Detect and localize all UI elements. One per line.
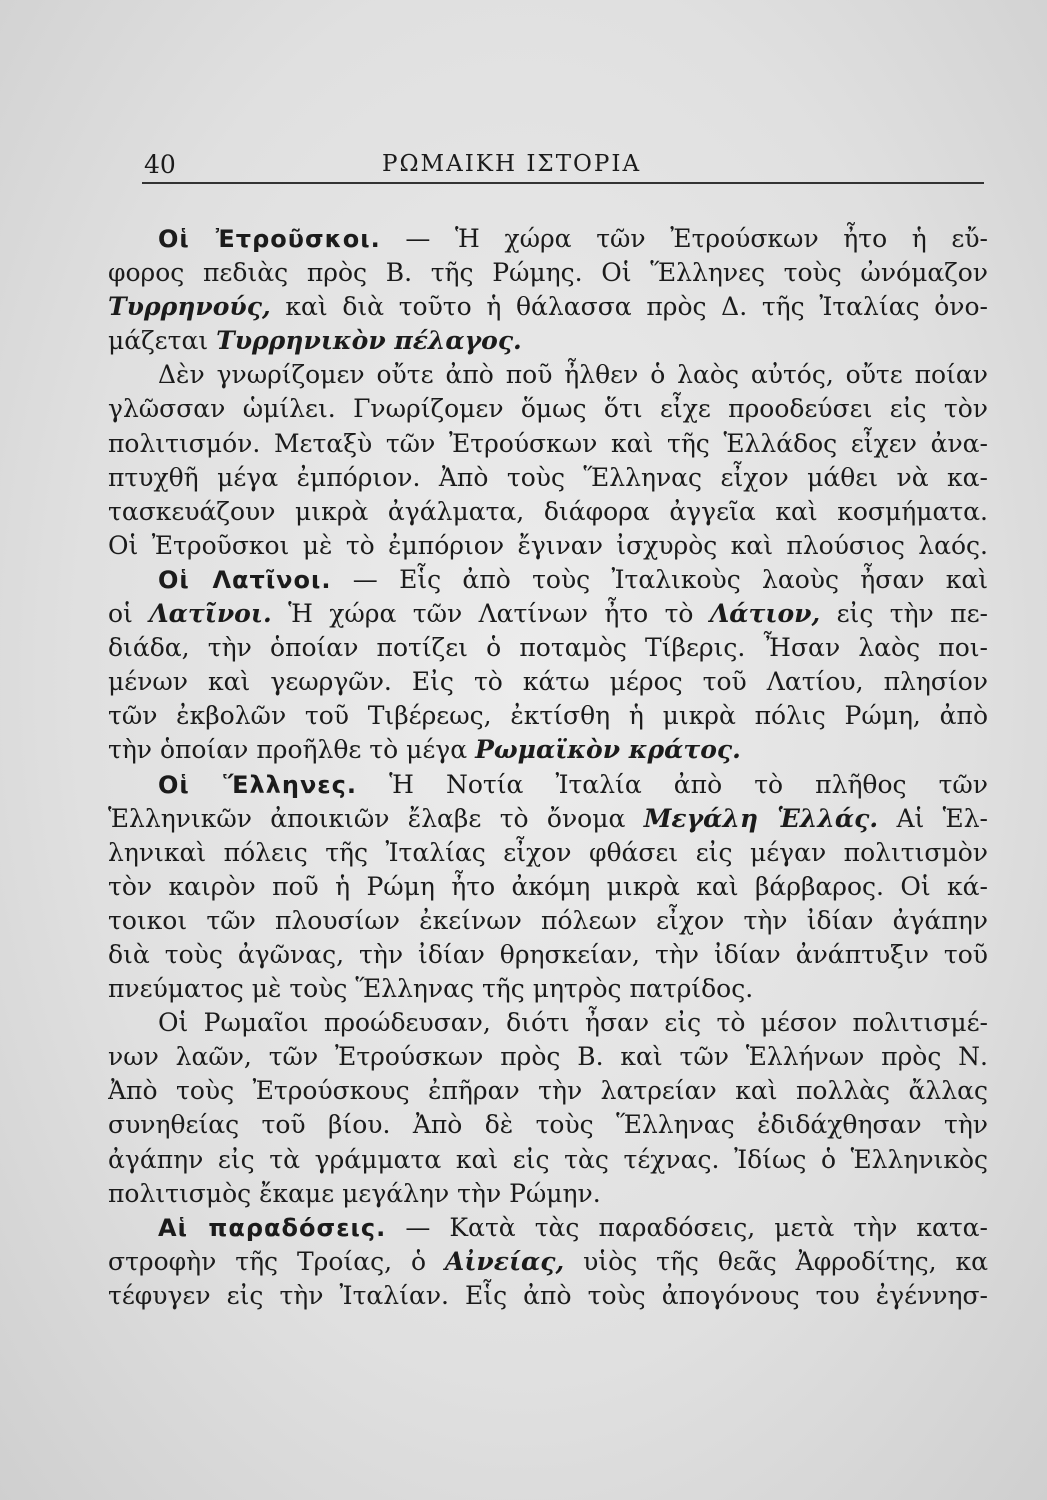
text-line: μένων καὶ γεωργῶν. Εἰς τὸ κάτω μέρος τοῦ Λατίου, πλησίον (108, 667, 988, 697)
text-line: πολιτισμὸς ἔκαμε μεγάλην τὴν Ρώμην. (108, 1178, 601, 1208)
emphasis-aeneas: Αἰνείας, (444, 1246, 565, 1276)
page-number: 40 (144, 150, 176, 179)
text-line: πνεύματος μὲ τοὺς Ἕλληνας τῆς μητρὸς πατρίδος. (108, 974, 754, 1004)
emphasis-magna-graecia: Μεγάλη Ἑλλάς. (643, 803, 879, 833)
emphasis-tyrrhenian-sea: Τυρρηνικὸν πέλαγος. (216, 326, 522, 356)
text-line: τέφυγεν εἰς τὴν Ἰταλίαν. Εἷς ἀπὸ τοὺς ἀπογόνους του ἐγέννησ- (108, 1280, 988, 1310)
emphasis-latins: Λατῖνοι. (149, 599, 272, 629)
text-line: τὸν καιρὸν ποῦ ἡ Ρώμη ἦτο ἀκόμη μικρὰ καὶ βάρβαρος. Οἱ κά- (108, 871, 988, 901)
text-line: στροφὴν τῆς Τροίας, ὁ Αἰνείας, υἱὸς τῆς θεᾶς Ἀφροδίτης, κα (108, 1246, 988, 1276)
section-heading-latins: Οἱ Λατῖνοι. (158, 565, 332, 594)
text-line: πολιτισμόν. Μεταξὺ τῶν Ἐτρούσκων καὶ τῆς Ἑλλάδος εἶχεν ἀνα- (108, 428, 988, 458)
text-line: τοικοι τῶν πλουσίων ἐκείνων πόλεων εἶχον τὴν ἰδίαν ἀγάπην (108, 905, 988, 935)
emphasis-latium: Λάτιον, (709, 599, 821, 629)
section-heading-greeks: Οἱ Ἕλληνες. (158, 770, 357, 799)
text-line: διάδα, τὴν ὁποίαν ποτίζει ὁ ποταμὸς Τίβερις. Ἦσαν λαὸς ποι- (108, 633, 988, 663)
text-line: πτυχθῆ μέγα ἐμπόριον. Ἀπὸ τοὺς Ἕλληνας εἶχον μάθει νὰ κα- (108, 462, 988, 492)
emphasis-roman-state: Ρωμαϊκὸν κράτος. (475, 735, 741, 765)
page-header (142, 148, 984, 184)
body-text (108, 222, 988, 1313)
text-line: Οἱ Λατῖνοι. — Εἷς ἀπὸ τοὺς Ἰταλικοὺς λαοὺς ἦσαν καὶ (158, 564, 988, 594)
text-line: Οἱ Ἐτροῦσκοι. — Ἡ χώρα τῶν Ἐτρούσκων ἦτο ἡ εὔ- (158, 224, 988, 253)
section-heading-traditions: Αἱ παραδόσεις. (158, 1213, 387, 1242)
text-line: ληνικαὶ πόλεις τῆς Ἰταλίας εἶχον φθάσει εἰς μέγαν πολιτισμὸν (108, 837, 988, 867)
text-line: τασκευάζουν μικρὰ ἀγάλματα, διάφορα ἀγγεῖα καὶ κοσμήματα. (108, 496, 988, 526)
text-line: τῶν ἐκβολῶν τοῦ Τιβέρεως, ἐκτίσθη ἡ μικρὰ πόλις Ρώμη, ἀπὸ (108, 701, 988, 731)
running-title: ΡΩΜΑΙΚΗ ΙΣΤΟΡΙΑ (382, 151, 642, 177)
text-line: Τυρρηνούς, καὶ διὰ τοῦτο ἡ θάλασσα πρὸς Δ. τῆς Ἰταλίας ὀνο- (108, 292, 988, 322)
text-line: τὴν ὁποίαν προῆλθε τὸ μέγα Ρωμαϊκὸν κράτος. (108, 735, 741, 765)
text-line: γλῶσσαν ὡμίλει. Γνωρίζομεν ὅμως ὅτι εἶχε προοδεύσει εἰς τὸν (108, 394, 988, 424)
text-line: Ἀπὸ τοὺς Ἐτρούσκους ἐπῆραν τὴν λατρείαν καὶ πολλὰς ἄλλας (108, 1076, 988, 1106)
text-line: Οἱ Ἕλληνες. Ἡ Νοτία Ἰταλία ἀπὸ τὸ πλῆθος τῶν (158, 769, 988, 799)
text-line: μάζεται Τυρρηνικὸν πέλαγος. (108, 326, 522, 356)
text-line: διὰ τοὺς ἀγῶνας, τὴν ἰδίαν θρησκείαν, τὴν ἰδίαν ἀνάπτυξιν τοῦ (108, 939, 988, 969)
text-line: νων λαῶν, τῶν Ἐτρούσκων πρὸς Β. καὶ τῶν Ἑλλήνων πρὸς Ν. (108, 1042, 988, 1072)
text-line: ἀγάπην εἰς τὰ γράμματα καὶ εἰς τὰς τέχνας. Ἰδίως ὁ Ἑλληνικὸς (108, 1144, 988, 1174)
text-line: Ἑλληνικῶν ἀποικιῶν ἔλαβε τὸ ὄνομα Μεγάλη Ἑλλάς. Αἱ Ἑλ- (108, 803, 988, 833)
section-heading-etruscans: Οἱ Ἐτροῦσκοι. (158, 225, 381, 253)
emphasis-tyrrhenians: Τυρρηνούς, (108, 292, 271, 322)
text-line: Αἱ παραδόσεις. — Κατὰ τὰς παραδόσεις, μετὰ τὴν κατα- (158, 1212, 988, 1242)
text-line: Δὲν γνωρίζομεν οὔτε ἀπὸ ποῦ ἦλθεν ὁ λαὸς αὐτός, οὔτε ποίαν (158, 360, 988, 390)
text-line: Οἱ Ρωμαῖοι προώδευσαν, διότι ἦσαν εἰς τὸ μέσον πολιτισμέ- (158, 1008, 988, 1038)
text-line: φορος πεδιὰς πρὸς Β. τῆς Ρώμης. Οἱ Ἕλληνες τοὺς ὠνόμαζον (108, 258, 988, 288)
text-line: Οἱ Ἐτροῦσκοι μὲ τὸ ἐμπόριον ἔγιναν ἰσχυρὸς καὶ πλούσιος λαός. (108, 530, 988, 560)
text-line: οἱ Λατῖνοι. Ἡ χώρα τῶν Λατίνων ἦτο τὸ Λάτιον, εἰς τὴν πε- (108, 599, 988, 629)
text-line: συνηθείας τοῦ βίου. Ἀπὸ δὲ τοὺς Ἕλληνας ἐδιδάχθησαν τὴν (108, 1110, 988, 1140)
